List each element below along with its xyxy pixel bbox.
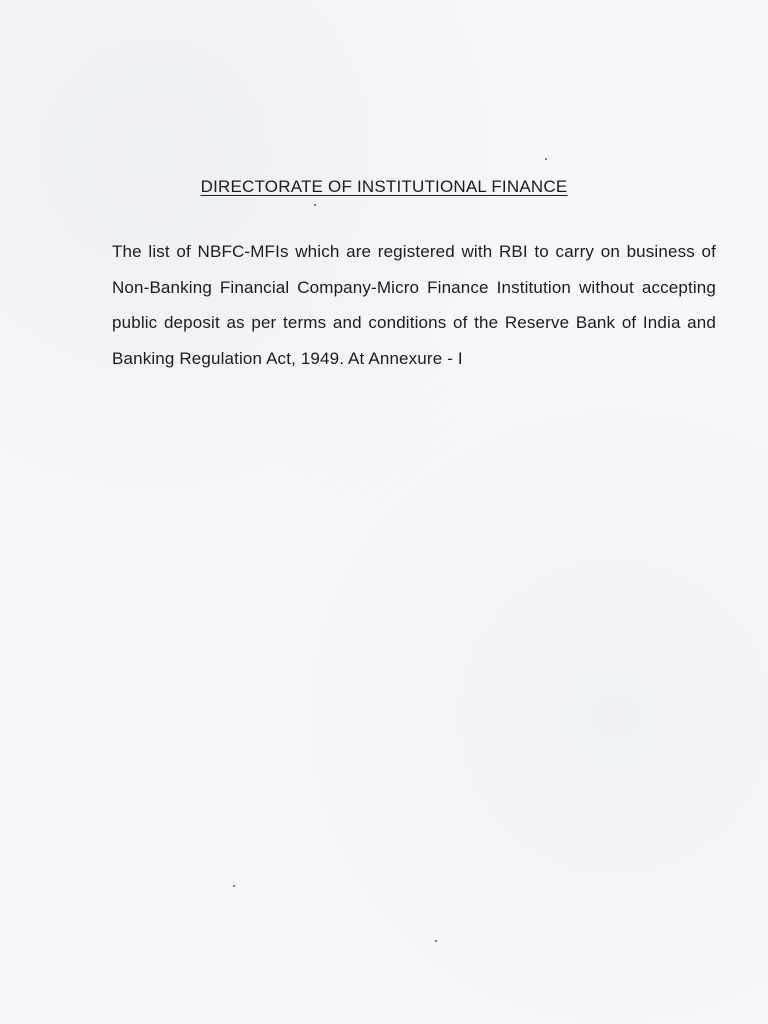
scan-speck [233, 885, 235, 887]
body-paragraph: The list of NBFC-MFIs which are registered with RBI to carry on business of Non-Banking Financial Company-Micro Finance Institution without accepting public deposit as per terms and conditions of the Reserve Bank of India and Banking Regulation Act, 1949. At Annexure - I [112, 242, 716, 368]
scan-speck [545, 158, 547, 160]
heading-text: DIRECTORATE OF INSTITUTIONAL FINANCE [200, 177, 568, 196]
document-heading [0, 176, 768, 198]
scan-speck [435, 940, 437, 942]
scan-speck [314, 204, 316, 206]
